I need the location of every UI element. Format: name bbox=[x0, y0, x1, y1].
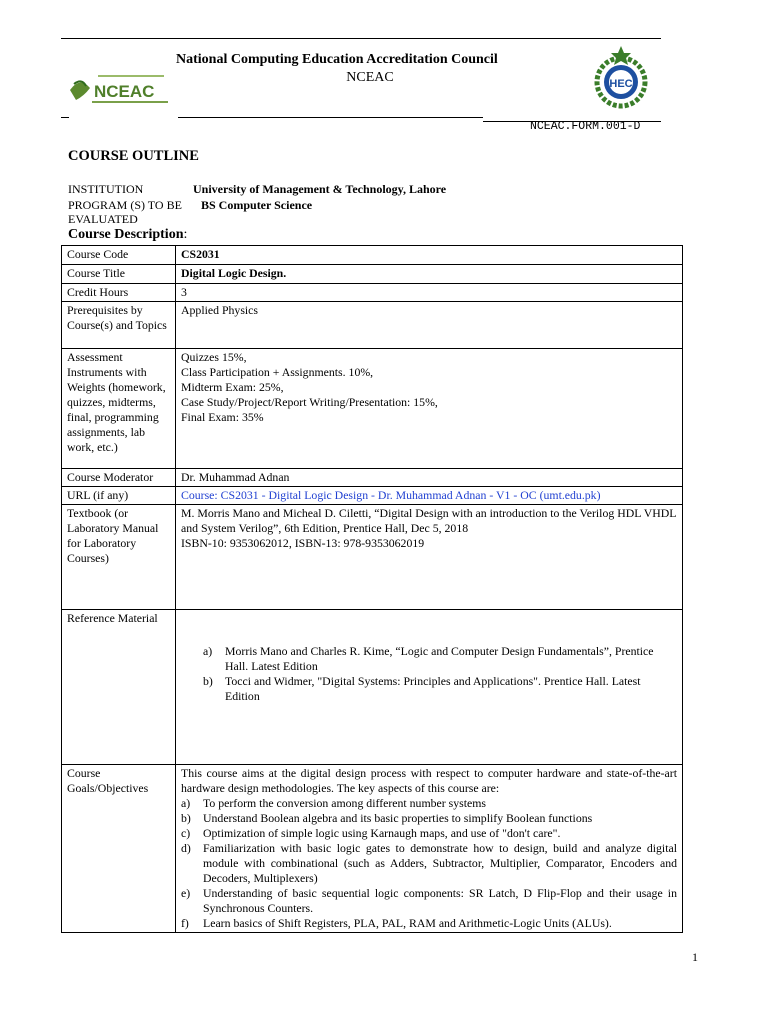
assessment-item: Final Exam: 35% bbox=[181, 410, 264, 424]
table-row bbox=[62, 302, 683, 349]
prerequisites-label: Prerequisites by Course(s) and Topics bbox=[62, 302, 176, 349]
course-code-value: CS2031 bbox=[176, 246, 683, 265]
url-label: URL (if any) bbox=[62, 487, 176, 505]
table-row bbox=[62, 487, 683, 505]
table-row bbox=[62, 246, 683, 265]
list-item: b) Understand Boolean algebra and its basic properties to simplify Boolean functions bbox=[181, 811, 593, 825]
program-value: BS Computer Science bbox=[201, 198, 313, 212]
list-item: e) Understanding of basic sequential logic components: SR Latch, D Flip-Flop and their usage in Synchronous Counters. bbox=[181, 886, 677, 915]
header-top-rule bbox=[61, 38, 661, 39]
goals-value bbox=[176, 765, 683, 933]
table-row bbox=[62, 505, 683, 610]
list-item: c) Optimization of simple logic using Karnaugh maps, and use of "don't care". bbox=[181, 826, 561, 840]
moderator-value: Dr. Muhammad Adnan bbox=[176, 469, 683, 487]
textbook-label: Textbook (or Laboratory Manual for Laboratory Courses) bbox=[62, 505, 176, 610]
council-title: National Computing Education Accreditation Council bbox=[176, 52, 498, 67]
textbook-isbn: ISBN-10: 9353062012, ISBN-13: 978-9353062019 bbox=[181, 536, 425, 550]
table-row bbox=[62, 265, 683, 284]
council-abbr: NCEAC bbox=[346, 70, 394, 85]
course-code-label: Course Code bbox=[62, 246, 176, 265]
textbook-citation: M. Morris Mano and Micheal D. Ciletti, “Digital Design with an introduction to the Verilog HDL VHDL and System Verilog”, 6th Edition, Prentice Hall, Dec 5, 2018 bbox=[181, 506, 677, 535]
course-title-label: Course Title bbox=[62, 265, 176, 284]
table-row bbox=[62, 284, 683, 302]
goals-list bbox=[159, 796, 677, 931]
credit-hours-label: Credit Hours bbox=[62, 284, 176, 302]
list-item: a) Morris Mano and Charles R. Kime, “Logic and Computer Design Fundamentals”, Prentice Hall. Latest Edition bbox=[203, 644, 654, 673]
hec-logo bbox=[582, 42, 660, 114]
textbook-value bbox=[176, 505, 683, 610]
institution-value: University of Management & Technology, Lahore bbox=[193, 182, 447, 196]
list-item: f) Learn basics of Shift Registers, PLA, PAL, RAM and Arithmetic-Logic Units (ALUs). bbox=[181, 916, 612, 930]
course-title-value: Digital Logic Design. bbox=[176, 265, 683, 284]
hec-logo-text: HEC bbox=[609, 78, 633, 90]
header-bottom-rule-left bbox=[61, 117, 69, 118]
nceac-logo-text: NCEAC bbox=[94, 82, 155, 101]
table-row bbox=[62, 349, 683, 469]
course-outline-table bbox=[61, 245, 683, 933]
header-bottom-rule bbox=[178, 117, 483, 118]
assessment-label: Assessment Instruments with Weights (homework, quizzes, midterms, final, programming assignments, lab work, etc.) bbox=[62, 349, 176, 469]
assessment-value bbox=[176, 349, 683, 469]
program-label-line2: EVALUATED bbox=[68, 212, 138, 226]
form-number: NCEAC.FORM.001-D bbox=[530, 120, 641, 133]
list-item: b) Tocci and Widmer, "Digital Systems: Principles and Applications". Prentice Hall. Latest Edition bbox=[203, 674, 641, 703]
prerequisites-value: Applied Physics bbox=[176, 302, 683, 349]
goals-label: Course Goals/Objectives bbox=[62, 765, 176, 933]
nceac-logo bbox=[68, 70, 172, 110]
moderator-label: Course Moderator bbox=[62, 469, 176, 487]
table-row bbox=[62, 610, 683, 765]
program-label-line1: PROGRAM (S) TO BE bbox=[68, 198, 182, 212]
course-url-link[interactable]: Course: CS2031 - Digital Logic Design - Dr. Muhammad Adnan - V1 - OC (umt.edu.pk) bbox=[181, 488, 601, 502]
reference-material-value bbox=[176, 610, 683, 765]
table-row bbox=[62, 469, 683, 487]
list-item: a) To perform the conversion among different number systems bbox=[181, 796, 486, 810]
assessment-item: Case Study/Project/Report Writing/Presentation: 15%, bbox=[181, 395, 438, 409]
course-outline-title: COURSE OUTLINE bbox=[68, 148, 199, 164]
institution-label: INSTITUTION bbox=[68, 182, 144, 196]
assessment-item: Class Participation + Assignments. 10%, bbox=[181, 365, 374, 379]
assessment-item: Midterm Exam: 25%, bbox=[181, 380, 284, 394]
course-description-title: Course Description: bbox=[68, 227, 188, 242]
table-row bbox=[62, 765, 683, 933]
assessment-item: Quizzes 15%, bbox=[181, 350, 247, 364]
reference-material-label: Reference Material bbox=[62, 610, 176, 765]
page-number: 1 bbox=[692, 950, 698, 964]
reference-list bbox=[181, 644, 677, 704]
credit-hours-value: 3 bbox=[176, 284, 683, 302]
list-item: d) Familiarization with basic logic gates to demonstrate how to design, build and analyze digital module with combinational (such as Adders, Subtractor, Multiplier, Comparator, Encoders and Decoders, Multiplexers) bbox=[181, 841, 677, 885]
goals-intro: This course aims at the digital design process with respect to computer hardware and state-of-the-art hardware design methodologies. The key aspects of this course are: bbox=[181, 766, 677, 795]
